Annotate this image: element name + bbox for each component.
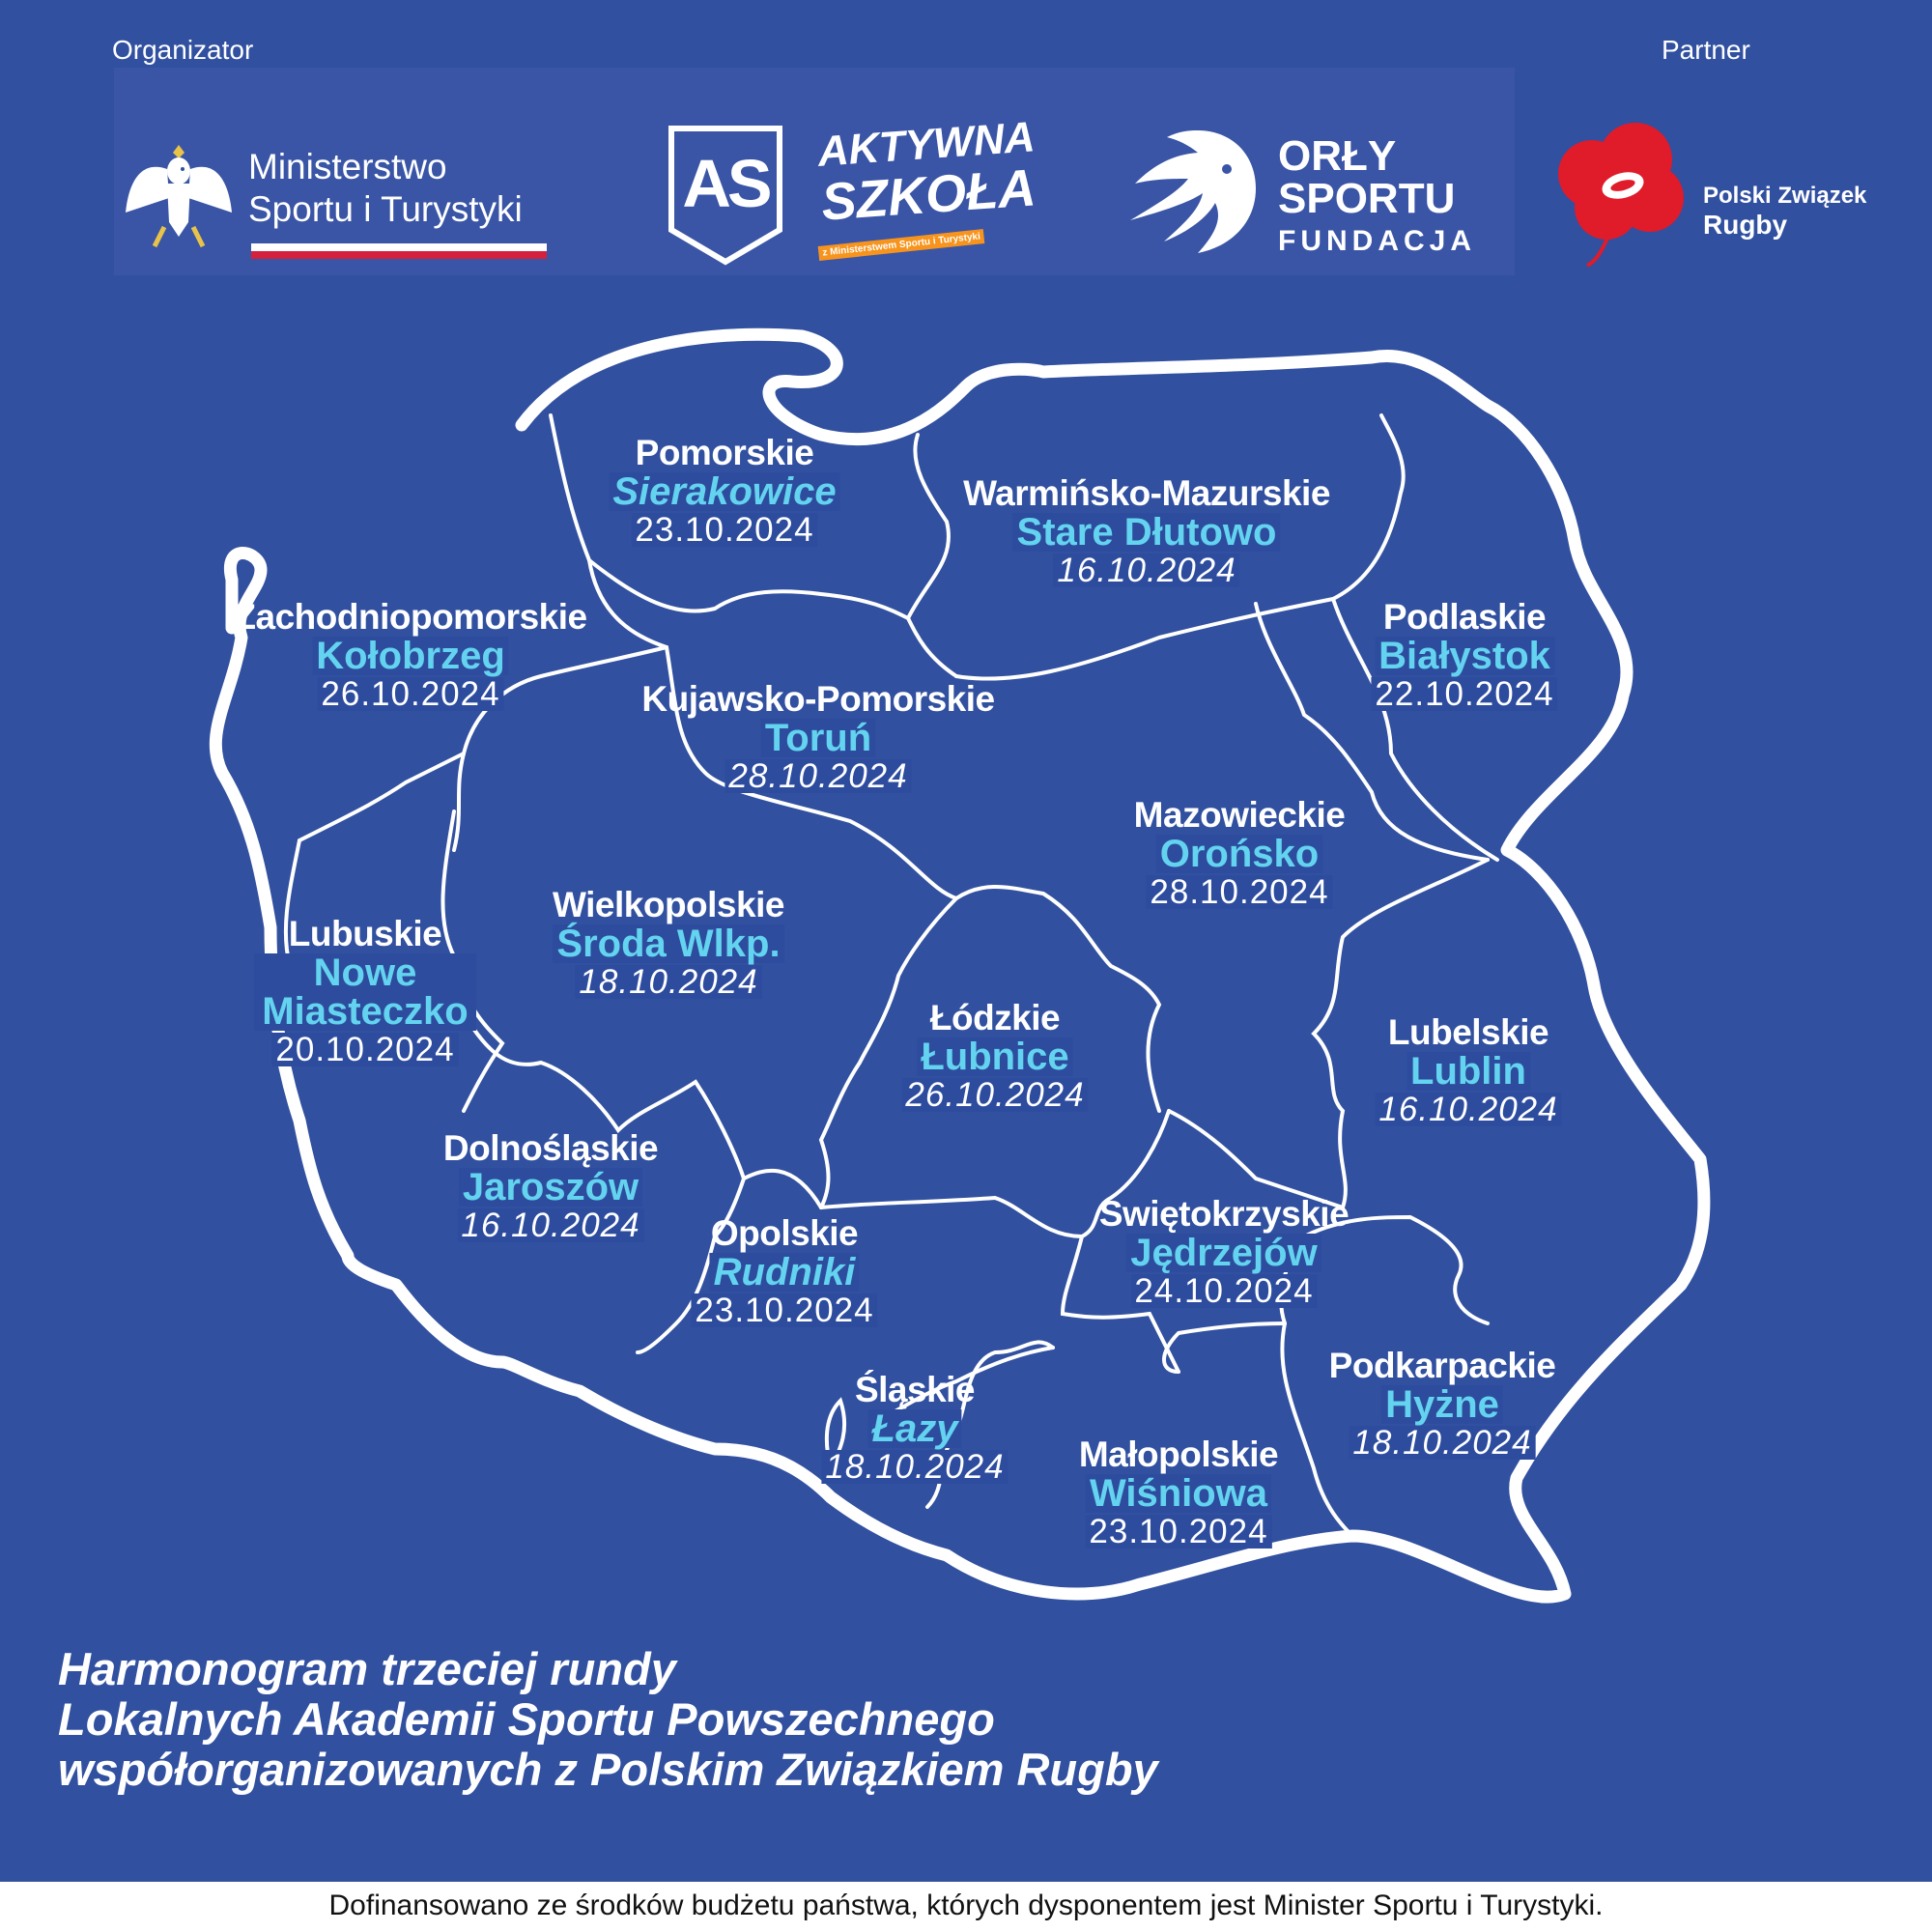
region-date: 18.10.2024 — [821, 1450, 1008, 1484]
region-date: 23.10.2024 — [691, 1293, 877, 1327]
region-name: Dolnośląskie — [442, 1128, 659, 1168]
ministry-line2: Sportu i Turystyki — [248, 189, 523, 229]
title-line1: Harmonogram trzeciej rundy — [58, 1643, 676, 1694]
title-line2: Lokalnych Akademii Sportu Powszechnego — [58, 1693, 995, 1745]
pzr-line1: Polski Związek — [1703, 183, 1867, 209]
region-name: Małopolskie — [1078, 1435, 1279, 1474]
region-town: Nowe Miasteczko — [254, 953, 476, 1031]
region-name: Kujawsko-Pomorskie — [641, 679, 995, 719]
ministry-line1: Ministerstwo — [248, 147, 447, 186]
region-podlaskie — [1371, 599, 1557, 711]
region-town: Toruń — [761, 719, 875, 757]
region-town: Łubnice — [917, 1037, 1072, 1076]
region-date: 16.10.2024 — [1375, 1093, 1561, 1126]
region-dolnoslaskie — [443, 1130, 658, 1242]
pzr-line2: Rugby — [1703, 210, 1788, 240]
region-date: 20.10.2024 — [271, 1033, 458, 1066]
as-subtitle: z Ministerstwem Sportu i Turystyki — [818, 229, 985, 261]
region-malopolskie — [1079, 1436, 1278, 1548]
region-town: Kołobrzeg — [312, 637, 509, 675]
region-podkarpackie — [1329, 1348, 1556, 1460]
region-town: Sierakowice — [609, 472, 839, 511]
region-swietokrzyskie — [1099, 1196, 1349, 1308]
region-name: Podlaskie — [1382, 597, 1547, 637]
region-name: Zachodniopomorskie — [234, 597, 587, 637]
region-date: 23.10.2024 — [631, 513, 817, 547]
region-name: Opolskie — [710, 1213, 859, 1253]
region-warminsko-mazurskie — [963, 475, 1330, 587]
region-town: Wiśniowa — [1086, 1474, 1271, 1513]
region-date: 16.10.2024 — [457, 1208, 643, 1242]
region-date: 28.10.2024 — [1146, 875, 1332, 909]
region-lubuskie — [254, 916, 476, 1066]
region-town: Jędrzejów — [1126, 1234, 1321, 1272]
region-lodzkie — [901, 1000, 1088, 1112]
region-town: Lublin — [1406, 1052, 1530, 1091]
region-lubelskie — [1375, 1014, 1561, 1126]
region-town: Stare Dłutowo — [1013, 513, 1281, 552]
as-line1: AKTYWNA — [816, 113, 1037, 176]
region-town: Środa Wlkp. — [553, 924, 783, 963]
region-date: 18.10.2024 — [575, 965, 761, 999]
orly-line3: FUNDACJA — [1278, 225, 1476, 257]
orly-line2: SPORTU — [1278, 175, 1456, 222]
as-badge-text: AS — [682, 146, 769, 221]
region-name: Lubelskie — [1387, 1012, 1549, 1052]
region-town: Orońsko — [1156, 835, 1322, 873]
region-date: 26.10.2024 — [901, 1078, 1088, 1112]
page-title — [58, 1644, 1158, 1795]
region-town: Jaroszów — [459, 1168, 642, 1207]
region-town: Białystok — [1375, 637, 1554, 675]
region-name: Pomorskie — [635, 433, 814, 472]
region-name: Łódzkie — [929, 998, 1061, 1037]
organizer-label: Organizator — [112, 35, 254, 65]
region-wielkopolskie — [553, 887, 784, 999]
region-mazowieckie — [1134, 797, 1346, 909]
region-name: Mazowieckie — [1133, 795, 1346, 835]
funding-note: Dofinansowano ze środków budżetu państwa, których dysponentem jest Minister Sportu i Turystyki. — [328, 1889, 1604, 1921]
region-date: 16.10.2024 — [1053, 554, 1239, 587]
region-name: Podkarpackie — [1328, 1346, 1556, 1385]
region-slaskie — [821, 1372, 1008, 1484]
region-date: 24.10.2024 — [1130, 1274, 1317, 1308]
region-date: 26.10.2024 — [317, 677, 503, 711]
region-date: 22.10.2024 — [1371, 677, 1557, 711]
partner-label: Partner — [1662, 35, 1750, 65]
as-line2: SZKOŁA — [819, 158, 1037, 232]
region-town: Łazy — [868, 1409, 962, 1448]
region-town: Rudniki — [710, 1253, 860, 1292]
orly-line1: ORŁY — [1278, 132, 1397, 180]
region-name: Wielkopolskie — [553, 885, 784, 924]
region-opolskie — [691, 1215, 877, 1327]
region-zachodniopomorskie — [234, 599, 586, 711]
region-date: 18.10.2024 — [1349, 1426, 1535, 1460]
region-town: Hyżne — [1381, 1385, 1503, 1424]
region-name: Śląskie — [854, 1370, 976, 1409]
title-line3: współorganizowanych z Polskim Związkiem Rugby — [58, 1744, 1158, 1795]
region-pomorskie — [609, 435, 839, 547]
region-date: 28.10.2024 — [724, 759, 911, 793]
region-date: 23.10.2024 — [1085, 1515, 1271, 1548]
region-name: Świętokrzyskie — [1098, 1194, 1350, 1234]
region-kujawsko-pomorskie — [641, 681, 994, 793]
region-name: Lubuskie — [288, 914, 442, 953]
region-name: Warmińsko-Mazurskie — [963, 473, 1330, 513]
footer-bar — [0, 1882, 1932, 1932]
